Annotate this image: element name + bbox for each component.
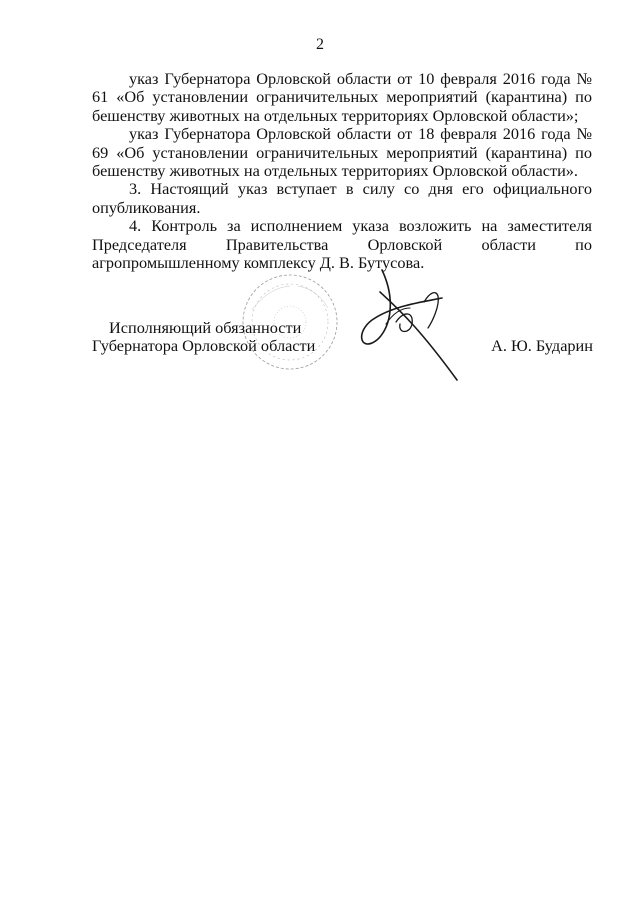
paragraph-decree-69: указ Губернатора Орловской области от 18 февраля 2016 года № 69 «Об установлении ограничительных мероприятий (карантина) по бешенству животных на отдельных территориях Орловской области». (92, 124, 592, 181)
page-number: 2 (316, 36, 324, 53)
paragraph-entry-into-force: 3. Настоящий указ вступает в силу со дня его официального опубликования. (92, 179, 592, 217)
signatory-name: А. Ю. Бударин (491, 336, 593, 355)
document-body (92, 70, 592, 272)
paragraph-decree-61: указ Губернатора Орловской области от 10 февраля 2016 года № 61 «Об установлении ограничительных мероприятий (карантина) по бешенству животных на отдельных территориях Орловской области»; (92, 69, 592, 125)
signatory-title-line-1: Исполняющий обязанности (109, 318, 302, 337)
paragraph-control: 4. Контроль за исполнением указа возложить на заместителя Председателя Правительства Орловской области по агропромышленному комплексу Д. В. Бутусова. (92, 216, 592, 273)
signatory-title-line-2: Губернатора Орловской области (92, 336, 316, 355)
handwritten-signature (352, 262, 472, 387)
